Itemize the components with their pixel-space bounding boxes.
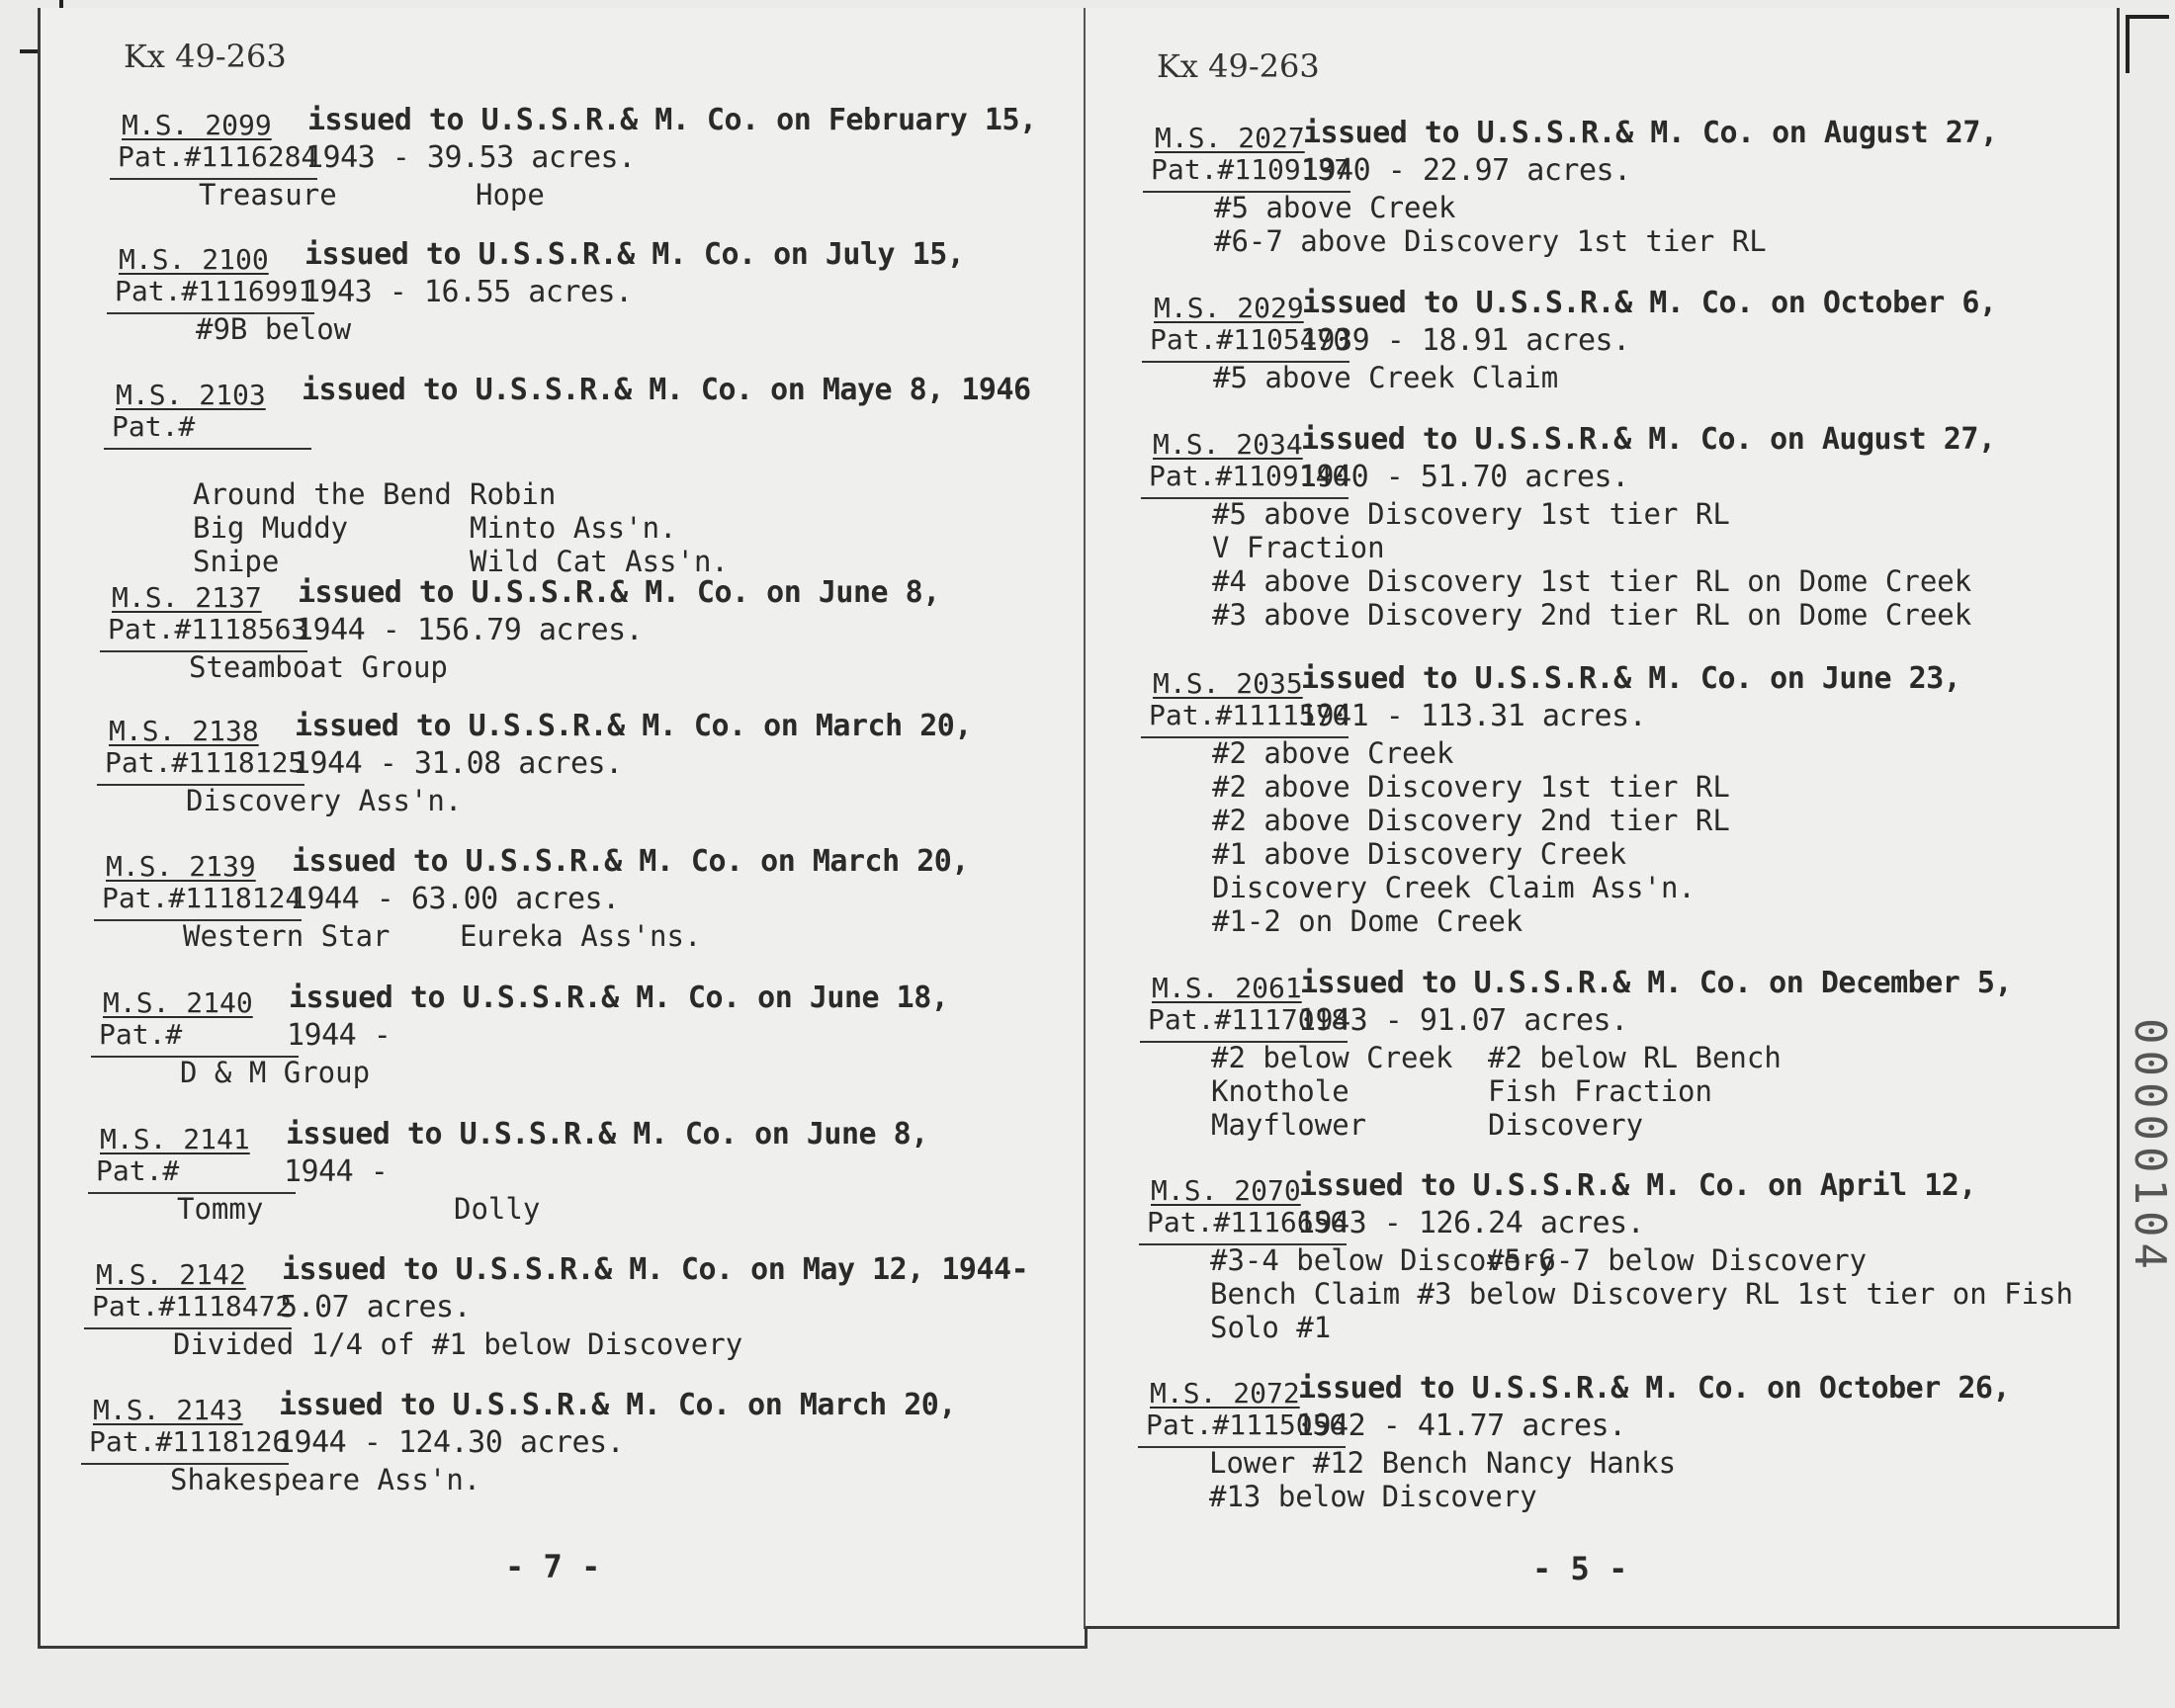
issue-statement: issued to U.S.S.R.& M. Co. on December 5,	[1300, 966, 2013, 1000]
claim-name: #13 below Discovery	[1209, 1480, 1537, 1513]
issue-statement: issued to U.S.S.R.& M. Co. on June 8,	[286, 1117, 928, 1152]
issue-year-acreage: 1944 - 31.08 acres.	[293, 746, 623, 781]
claim-name: #3-4 below Discovery	[1210, 1243, 1556, 1277]
claim-name: Robin	[470, 477, 557, 511]
issue-statement: issued to U.S.S.R.& M. Co. on June 18,	[289, 981, 949, 1015]
issue-statement: issued to U.S.S.R.& M. Co. on April 12,	[1299, 1168, 1976, 1203]
claim-name: Discovery	[1488, 1108, 1644, 1142]
mineral-survey-number: M.S. 2141	[100, 1123, 250, 1155]
claim-name: #1-2 on Dome Creek	[1212, 904, 1523, 938]
patent-number: Pat.#1116284	[118, 140, 318, 173]
patent-number: Pat.#1118125	[105, 746, 305, 779]
claim-name: #9B below	[196, 312, 352, 346]
issue-statement: issued to U.S.S.R.& M. Co. on August 27,	[1301, 422, 1996, 457]
claim-name: #5 above Creek Claim	[1213, 361, 1559, 394]
patent-number: Pat.#1118472	[92, 1290, 293, 1323]
claim-name: Around the Bend	[193, 477, 452, 511]
claim-name: Mayflower	[1211, 1108, 1367, 1142]
claim-name: Discovery Ass'n.	[186, 784, 463, 817]
patent-number: Pat.#1116991	[115, 275, 315, 307]
claim-name: #1 above Discovery Creek	[1212, 837, 1627, 871]
mineral-survey-number: M.S. 2142	[96, 1258, 246, 1291]
mineral-survey-number: M.S. 2061	[1152, 972, 1302, 1004]
issue-year-acreage: 1940 - 51.70 acres.	[1299, 460, 1629, 494]
mineral-survey-number: M.S. 2027	[1155, 122, 1305, 154]
issue-statement: issued to U.S.S.R.& M. Co. on March 20,	[295, 709, 972, 743]
right-page-number: - 5 -	[1532, 1550, 1628, 1587]
patent-number: Pat.#1117018	[1148, 1003, 1348, 1036]
issue-year-acreage: 1942 - 41.77 acres.	[1296, 1409, 1626, 1443]
right-page	[1084, 8, 2120, 1629]
claim-name: #4 above Discovery 1st tier RL on Dome Creek	[1212, 564, 1972, 598]
claim-name: Shakespeare Ass'n.	[170, 1463, 481, 1496]
claim-name: Treasure	[199, 178, 337, 212]
page-stamp-number: 00000104	[2125, 1018, 2175, 1275]
issue-year-acreage: 1944 -	[287, 1018, 392, 1053]
patent-underline	[104, 448, 311, 450]
issue-year-acreage: 1943 - 39.53 acres.	[305, 140, 636, 175]
claim-name: Steamboat Group	[189, 650, 448, 684]
mineral-survey-number: M.S. 2029	[1154, 292, 1304, 324]
claim-name: Wild Cat Ass'n.	[470, 545, 729, 578]
claim-name: #2 above Creek	[1212, 736, 1454, 770]
claim-name: D & M Group	[180, 1056, 371, 1089]
claim-name: Tommy	[177, 1192, 264, 1226]
patent-number: Pat.#1109140	[1149, 460, 1349, 492]
mineral-survey-number: M.S. 2140	[103, 986, 253, 1019]
claim-name: Fish Fraction	[1488, 1074, 1712, 1108]
left-page-number: - 7 -	[505, 1548, 601, 1585]
issue-statement: issued to U.S.S.R.& M. Co. on June 8,	[298, 575, 940, 610]
claim-name: Bench Claim #3 below Discovery RL 1st tier on Fish	[1210, 1277, 2073, 1311]
patent-number: Pat.#1118126	[89, 1425, 290, 1458]
patent-number: Pat.#	[96, 1154, 180, 1187]
binder-clip-right	[2126, 15, 2169, 73]
issue-year-acreage: 1944 - 63.00 acres.	[290, 882, 620, 916]
issue-year-acreage: 1944 - 156.79 acres.	[296, 613, 644, 647]
issue-year-acreage: 1941 - 113.31 acres.	[1299, 699, 1647, 733]
issue-year-acreage: 5.07 acres.	[280, 1290, 472, 1324]
issue-year-acreage: 1939 - 18.91 acres.	[1300, 323, 1630, 358]
issue-year-acreage: 1943 - 126.24 acres.	[1297, 1206, 1645, 1240]
patent-number: Pat.#1116656	[1147, 1206, 1348, 1238]
mineral-survey-number: M.S. 2103	[116, 379, 266, 411]
claim-name: Eureka Ass'ns.	[460, 919, 702, 953]
issue-statement: issued to U.S.S.R.& M. Co. on August 27,	[1303, 116, 1998, 150]
claim-name: Hope	[476, 178, 545, 212]
claim-name: #6-7 above Discovery 1st tier RL	[1214, 224, 1767, 258]
mineral-survey-number: M.S. 2139	[106, 850, 256, 883]
mineral-survey-number: M.S. 2035	[1153, 667, 1303, 700]
issue-year-acreage: 1943 - 16.55 acres.	[303, 275, 633, 309]
claim-name: V Fraction	[1212, 531, 1385, 564]
claim-name: Solo #1	[1210, 1311, 1332, 1344]
claim-name: #2 below Creek	[1211, 1041, 1453, 1074]
issue-year-acreage: 1944 -	[284, 1154, 389, 1189]
patent-number: Pat.#1118124	[102, 882, 303, 914]
claim-name: #5 above Discovery 1st tier RL	[1212, 497, 1730, 531]
claim-name: Lower #12 Bench	[1209, 1446, 1468, 1480]
claim-name: #2 above Discovery 1st tier RL	[1212, 770, 1730, 804]
claim-name: #2 above Discovery 2nd tier RL	[1212, 804, 1730, 837]
issue-statement: issued to U.S.S.R.& M. Co. on Maye 8, 1946	[302, 373, 1031, 407]
issue-statement: issued to U.S.S.R.& M. Co. on June 23,	[1301, 661, 1961, 696]
patent-number: Pat.#1105470	[1150, 323, 1350, 356]
issue-year-acreage: 1940 - 22.97 acres.	[1301, 153, 1631, 188]
left-page	[38, 8, 1088, 1649]
claim-name: Minto Ass'n.	[470, 511, 677, 545]
claim-name: Discovery Creek Claim Ass'n.	[1212, 871, 1696, 904]
claim-name: #3 above Discovery 2nd tier RL on Dome Creek	[1212, 598, 1972, 632]
right-page-reference: Kx 49-263	[1157, 47, 1320, 85]
claim-name: Big Muddy	[193, 511, 349, 545]
issue-statement: issued to U.S.S.R.& M. Co. on March 20,	[292, 844, 969, 879]
mineral-survey-number: M.S. 2070	[1151, 1174, 1301, 1207]
patent-number: Pat.#	[99, 1018, 183, 1051]
issue-year-acreage: 1943 - 91.07 acres.	[1298, 1003, 1628, 1038]
patent-number: Pat.#1118563	[108, 613, 308, 645]
claim-name: Snipe	[193, 545, 280, 578]
claim-name: Nancy Hanks	[1486, 1446, 1677, 1480]
patent-number: Pat.#1111570	[1149, 699, 1349, 731]
mineral-survey-number: M.S. 2138	[109, 715, 259, 747]
claim-name: Knothole	[1211, 1074, 1349, 1108]
issue-statement: issued to U.S.S.R.& M. Co. on October 26,	[1298, 1371, 2011, 1406]
claim-name: #5 above Creek	[1214, 191, 1456, 224]
patent-number: Pat.#1109137	[1151, 153, 1351, 186]
issue-statement: issued to U.S.S.R.& M. Co. on May 12, 1944-	[282, 1252, 1029, 1287]
mineral-survey-number: M.S. 2137	[112, 581, 262, 614]
issue-statement: issued to U.S.S.R.& M. Co. on July 15,	[304, 237, 965, 272]
left-page-reference: Kx 49-263	[124, 38, 287, 75]
issue-statement: issued to U.S.S.R.& M. Co. on March 20,	[279, 1388, 956, 1422]
issue-statement: issued to U.S.S.R.& M. Co. on October 6,	[1302, 286, 1997, 320]
claim-name: #5-6-7 below Discovery	[1487, 1243, 1868, 1277]
issue-statement: issued to U.S.S.R.& M. Co. on February 15,	[307, 103, 1037, 137]
mineral-survey-number: M.S. 2099	[122, 109, 272, 141]
mineral-survey-number: M.S. 2034	[1153, 428, 1303, 461]
claim-name: #2 below RL Bench	[1488, 1041, 1782, 1074]
patent-number: Pat.#	[112, 410, 196, 443]
mineral-survey-number: M.S. 2143	[93, 1394, 243, 1426]
patent-number: Pat.#1115056	[1146, 1409, 1347, 1441]
issue-year-acreage: 1944 - 124.30 acres.	[277, 1425, 625, 1460]
claim-name: Western Star	[183, 919, 391, 953]
claim-name: Dolly	[454, 1192, 541, 1226]
mineral-survey-number: M.S. 2072	[1150, 1377, 1300, 1409]
mineral-survey-number: M.S. 2100	[119, 243, 269, 276]
claim-name: Divided 1/4 of #1 below Discovery	[173, 1327, 743, 1361]
